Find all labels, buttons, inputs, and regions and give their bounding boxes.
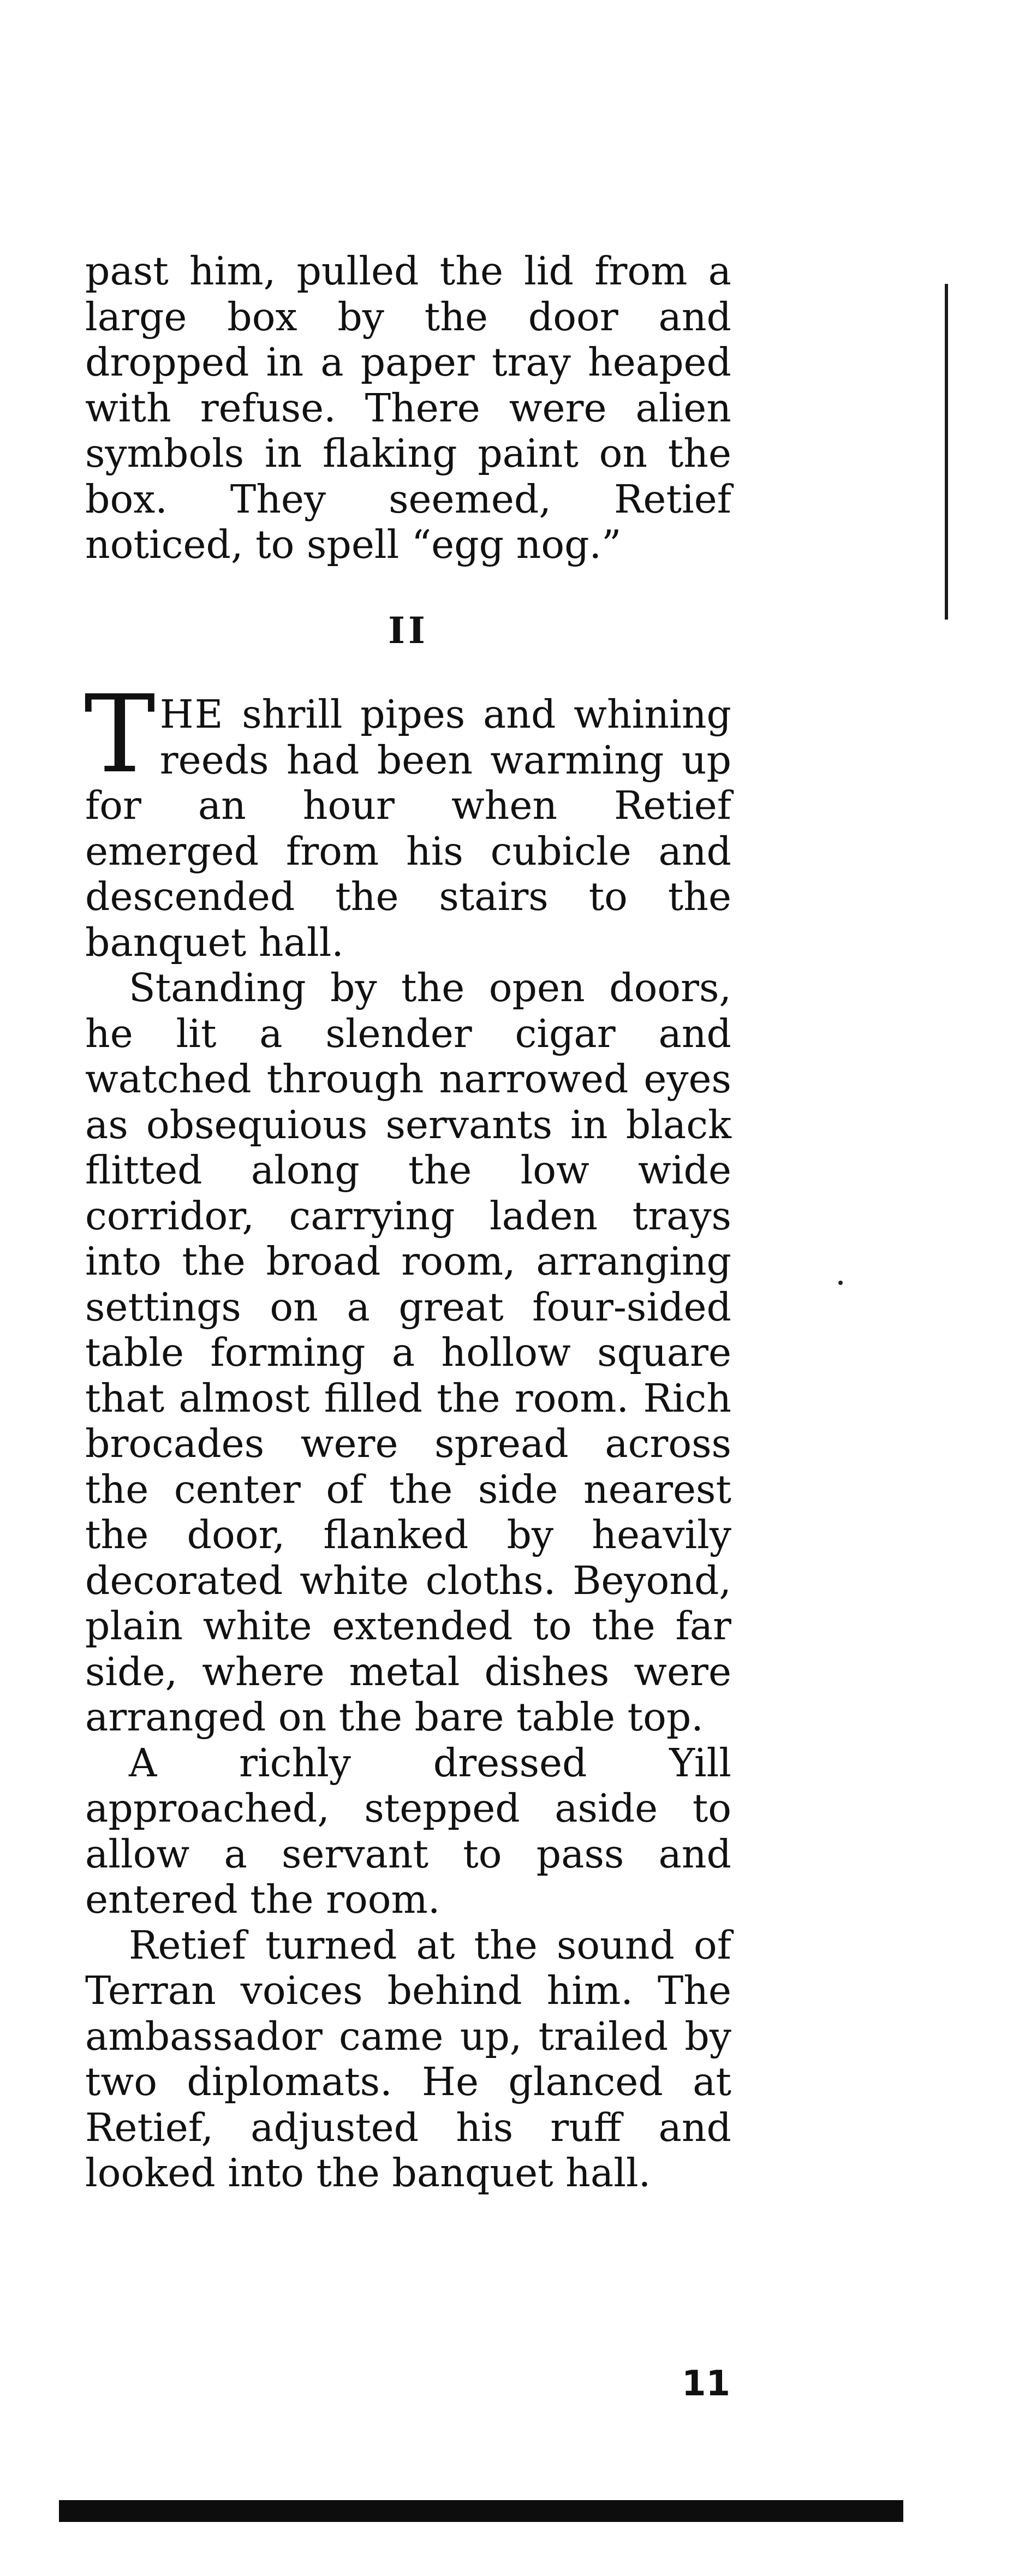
dropcap-paragraph-text: shrill pipes and whining reeds had been warming up for an hour when Retief emerged from his cubicle and descended the stairs to the banquet hall.	[85, 692, 731, 965]
drop-cap-letter: T	[84, 673, 156, 797]
lead-in-caps: HE	[159, 692, 224, 737]
page-number: 11	[681, 2364, 730, 2404]
paragraph-retief-turned: Retief turned at the sound of Terran voices behind him. The ambassador came up, trailed by two diplomats. He glanced at Retief, adjusted his ruff and looked into the banquet hall.	[85, 1922, 731, 2196]
scan-speck	[838, 1281, 843, 1285]
paragraph-yill: A richly dressed Yill approached, stepped aside to allow a servant to pass and entered the room.	[85, 1740, 731, 1922]
text-column	[85, 248, 731, 2196]
bottom-rule	[59, 2500, 903, 2522]
section-heading: II	[388, 609, 428, 652]
dropcap-paragraph	[84, 673, 731, 965]
margin-scan-line	[945, 284, 948, 620]
opening-paragraph: past him, pulled the lid from a large box by the door and dropped in a paper tray heaped with refuse. There were alien symbols in flaking paint on the box. They seemed, Retief noticed, to spell “egg nog.”	[85, 248, 731, 567]
paragraph-standing: Standing by the open doors, he lit a slender cigar and watched through narrowed eyes as obsequious servants in black flitted along the low wide corridor, carrying laden trays into the broad room, arranging settings on a great four-sided table forming a hollow square that almost filled the room. Rich brocades were spread across the center of the side nearest the door, flanked by heavily decorated white cloths. Beyond, plain white extended to the far side, where metal dishes were arranged on the bare table top.	[85, 965, 731, 1740]
